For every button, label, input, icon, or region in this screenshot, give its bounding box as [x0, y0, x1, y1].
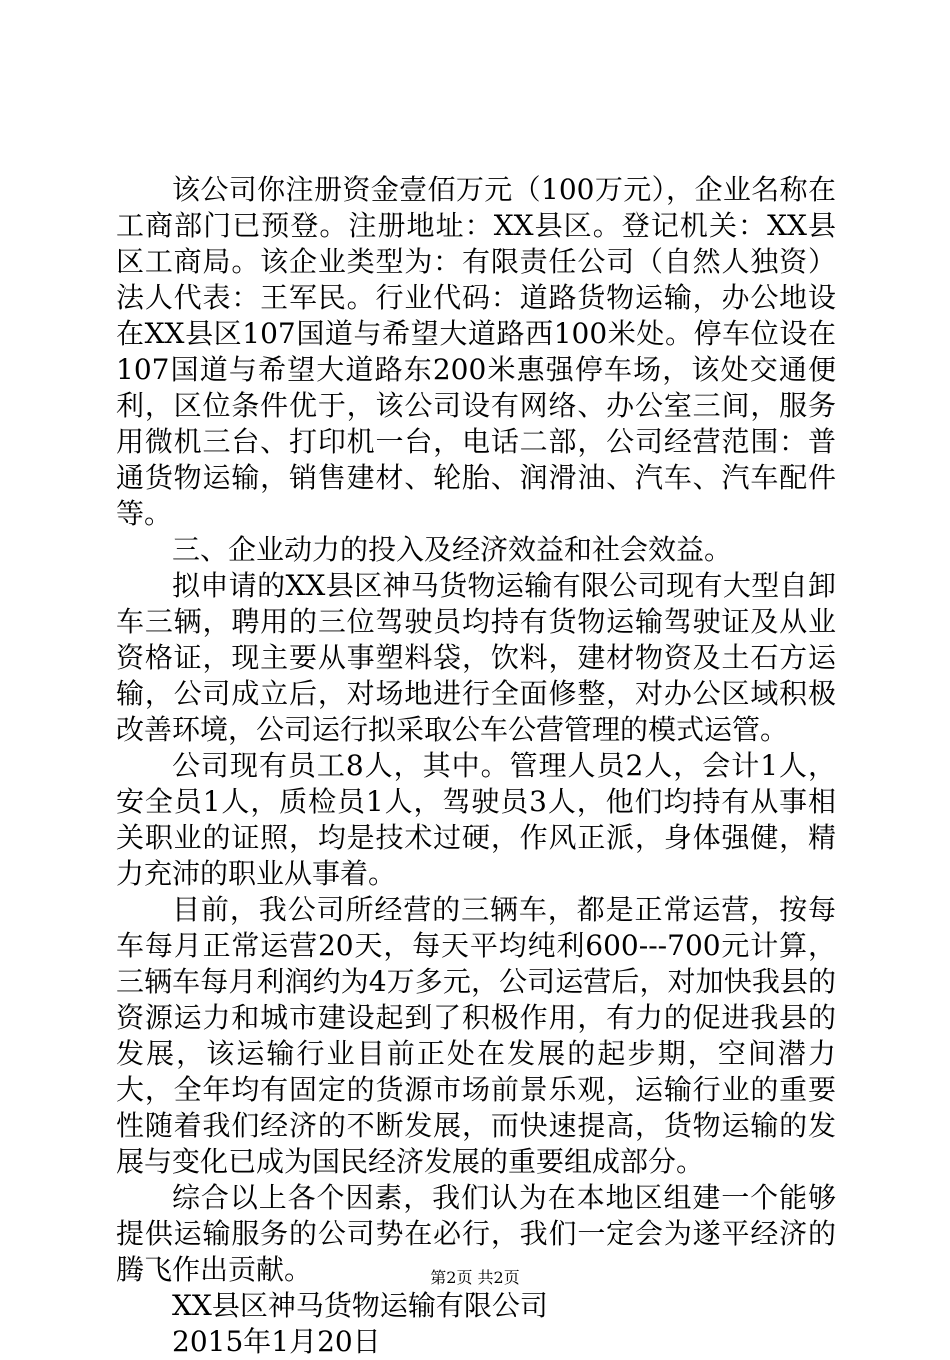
page-footer: 第2页 共2页 — [430, 1268, 520, 1287]
paragraph-conclusion: 综合以上各个因素，我们认为在本地区组建一个能够提供运输服务的公司势在必行，我们一定会为遂平经济的腾飞作出贡献。 — [116, 1181, 836, 1286]
paragraph-vehicles: 拟申请的XX县区神马货物运输有限公司现有大型自卸车三辆，聘用的三位驾驶员均持有货物运输驾驶证及从业资格证，现主要从事塑料袋，饮料，建材物资及土石方运输，公司成立后，对场地进行全面修整，对办公区域积极改善环境，公司运行拟采取公车公营管理的模式运管。 — [116, 569, 836, 746]
section-heading-investment: 三、企业动力的投入及经济效益和社会效益。 — [172, 533, 733, 566]
document-body — [116, 172, 836, 1360]
paragraph-staff: 公司现有员工8人，其中。管理人员2人，会计1人，安全员1人，质检员1人，驾驶员3人，他们均持有从事相关职业的证照，均是技术过硬，作风正派，身体强健，精力充沛的职业从事着。 — [116, 749, 836, 890]
paragraph-benefits: 目前，我公司所经营的三辆车，都是正常运营，按每车每月正常运营20天，每天平均纯利600---700元计算，三辆车每月利润约为4万多元，公司运营后，对加快我县的资源运力和城市建设起到了积极作用，有力的促进我县的发展，该运输行业目前正处在发展的起步期，空间潜力大，全年均有固定的货源市场前景乐观，运输行业的重要性随着我们经济的不断发展，而快速提高，货物运输的发展与变化已成为国民经济发展的重要组成部分。 — [116, 893, 836, 1178]
signature-date: 2015年1月20日 — [172, 1325, 381, 1358]
signature-company: XX县区神马货物运输有限公司 — [172, 1289, 548, 1322]
paragraph-company-info: 该公司你注册资金壹佰万元（100万元），企业名称在工商部门已预登。注册地址：XX县区。登记机关：XX县区工商局。该企业类型为：有限责任公司（自然人独资）法人代表：王军民。行业代码：道路货物运输，办公地设在XX县区107国道与希望大道路西100米处。停车位设在107国道与希望大道路东200米惠强停车场，该处交通便利，区位条件优于，该公司设有网络、办公室三间，服务用微机三台、打印机一台，电话二部，公司经营范围：普通货物运输，销售建材、轮胎、润滑油、汽车、汽车配件等。 — [116, 173, 836, 530]
